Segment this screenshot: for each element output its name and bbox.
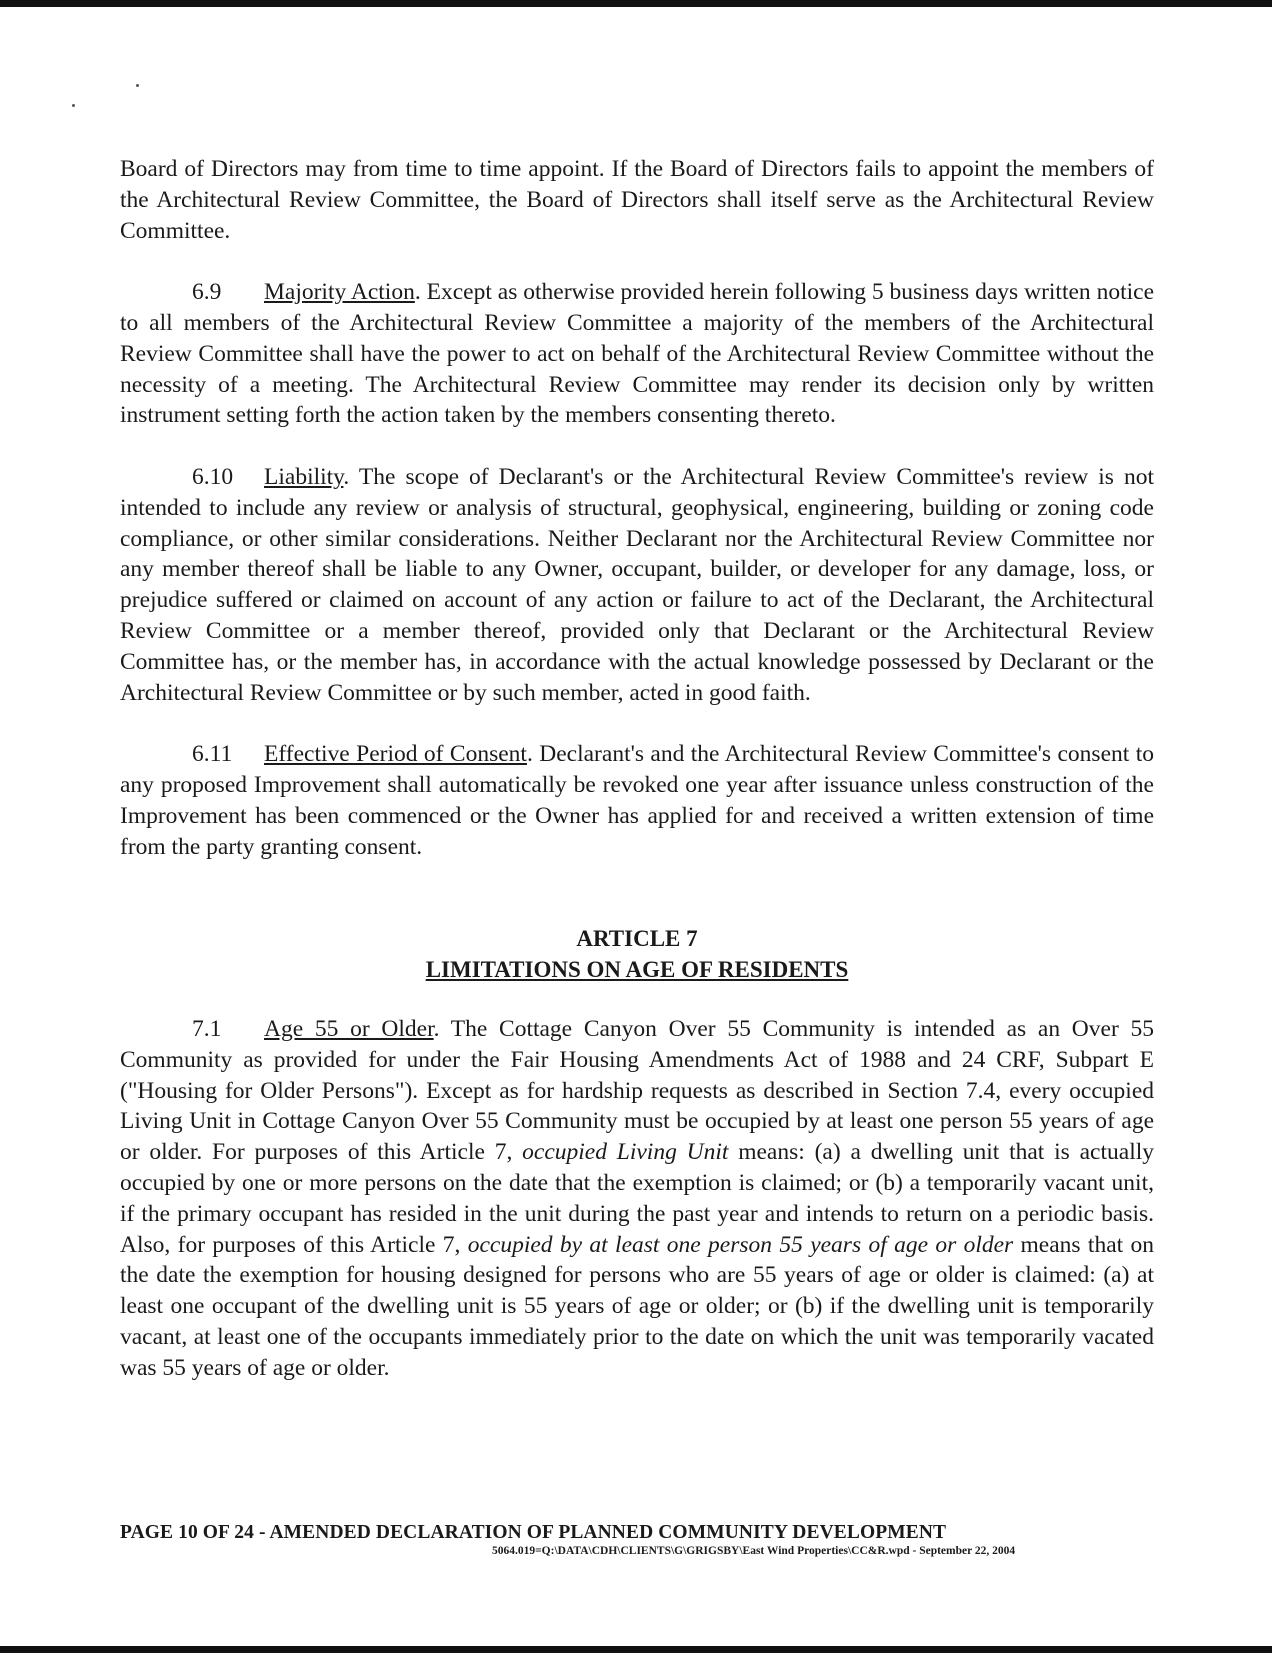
section-6-9 xyxy=(120,277,1154,431)
top-border xyxy=(0,0,1272,7)
section-heading: Liability xyxy=(264,463,344,490)
section-heading: Age 55 or Older xyxy=(264,1015,434,1042)
defined-term: occupied Living Unit xyxy=(522,1139,729,1166)
defined-term: occupied by at least one person 55 years of age or older xyxy=(467,1231,1014,1258)
section-number: 6.11 xyxy=(192,741,233,768)
scan-speck xyxy=(136,84,139,87)
scan-speck xyxy=(72,104,75,107)
footer-page-line: PAGE 10 OF 24 - AMENDED DECLARATION OF PLANNED COMMUNITY DEVELOPMENT xyxy=(120,1522,947,1543)
section-6-11 xyxy=(120,739,1154,862)
opening-paragraph: Board of Directors may from time to time appoint. If the Board of Directors fails to appoint the members of the Architectural Review Committee, the Board of Directors shall itself serve as the Architectural Review Committee. xyxy=(120,156,1154,244)
section-text: . The scope of Declarant's or the Architectural Review Committee's review is not intended to include any review or analysis of structural, geophysical, engineering, building or zoning code compliance, or other similar considerations. Neither Declarant nor the Architectural Review Committee nor any member thereof shall be liable to any Owner, occupant, builder, or developer for any damage, loss, or prejudice suffered or claimed on account of any action or failure to act of the Declarant, the Architectural Review Committee or a member thereof, provided only that Declarant or the Architectural Review Committee has, or the member has, in accordance with the actual knowledge possessed by Declarant or the Architectural Review Committee or by such member, acted in good faith. xyxy=(120,463,1154,706)
section-heading: Effective Period of Consent xyxy=(264,741,527,768)
section-number: 7.1 xyxy=(192,1015,222,1042)
section-number: 6.10 xyxy=(192,463,234,490)
section-heading: Majority Action xyxy=(264,279,415,306)
section-text: . The Cottage Canyon Over 55 Community is intended as an Over 55 Community as provided for under the Fair Housing Amendments Act of 1988 and 24 CRF, Subpart E ("Housing for Older Persons"). Except as for hardship requests as described in Section 7.4, every occupied Living Unit in Cottage Canyon Over 55 Community must be occupied by at least one person 55 years of age or older. For purposes of this Article 7, xyxy=(120,1015,1154,1166)
section-text: . Except as otherwise provided herein following 5 business days written notice to all members of the Architectural Review Committee a majority of the members of the Architectural Review Committee shall have the power to act on behalf of the Architectural Review Committee without the necessity of a meeting. The Architectural Review Committee may render its decision only by written instrument setting forth the action taken by the members consenting thereto. xyxy=(120,279,1154,429)
section-6-10 xyxy=(120,462,1154,708)
section-text: means that on the date the exemption for housing designed for persons who are 55 years of age or older is claimed: (a) at least one occupant of the dwelling unit is 55 years of age or older; or (b) if the dwelling unit is temporarily vacant, at least one of the occupants immediately prior to the date on which the unit was temporarily vacated was 55 years of age or older. xyxy=(120,1231,1154,1381)
section-number: 6.9 xyxy=(192,279,222,306)
section-text: means: (a) a dwelling unit that is actually occupied by one or more persons on the date that the exemption is claimed; or (b) a temporarily vacant unit, if the primary occupant has resided in the unit during the past year and intends to return on a periodic basis. Also, for purposes of this Article 7, xyxy=(120,1139,1154,1258)
article-title xyxy=(120,955,1154,986)
page-footer xyxy=(120,1522,1130,1558)
bottom-border xyxy=(0,1646,1272,1653)
section-7-1 xyxy=(120,1014,1154,1384)
page-body xyxy=(120,154,1154,1414)
article-7-heading xyxy=(120,924,1154,986)
footer-file-path: 5064.019=Q:\DATA\CDH\CLIENTS\G\GRIGSBY\East Wind Properties\CC&R.wpd - September 22, 2004 xyxy=(492,1545,1016,1557)
section-text: . Declarant's and the Architectural Review Committee's consent to any proposed Improvement shall automatically be revoked one year after issuance unless construction of the Improvement has been commenced or the Owner has applied for and received a written extension of time from the party granting consent. xyxy=(120,741,1154,860)
article-label: ARTICLE 7 xyxy=(576,926,698,952)
article-title-text: LIMITATIONS ON AGE OF RESIDENTS xyxy=(425,957,849,983)
